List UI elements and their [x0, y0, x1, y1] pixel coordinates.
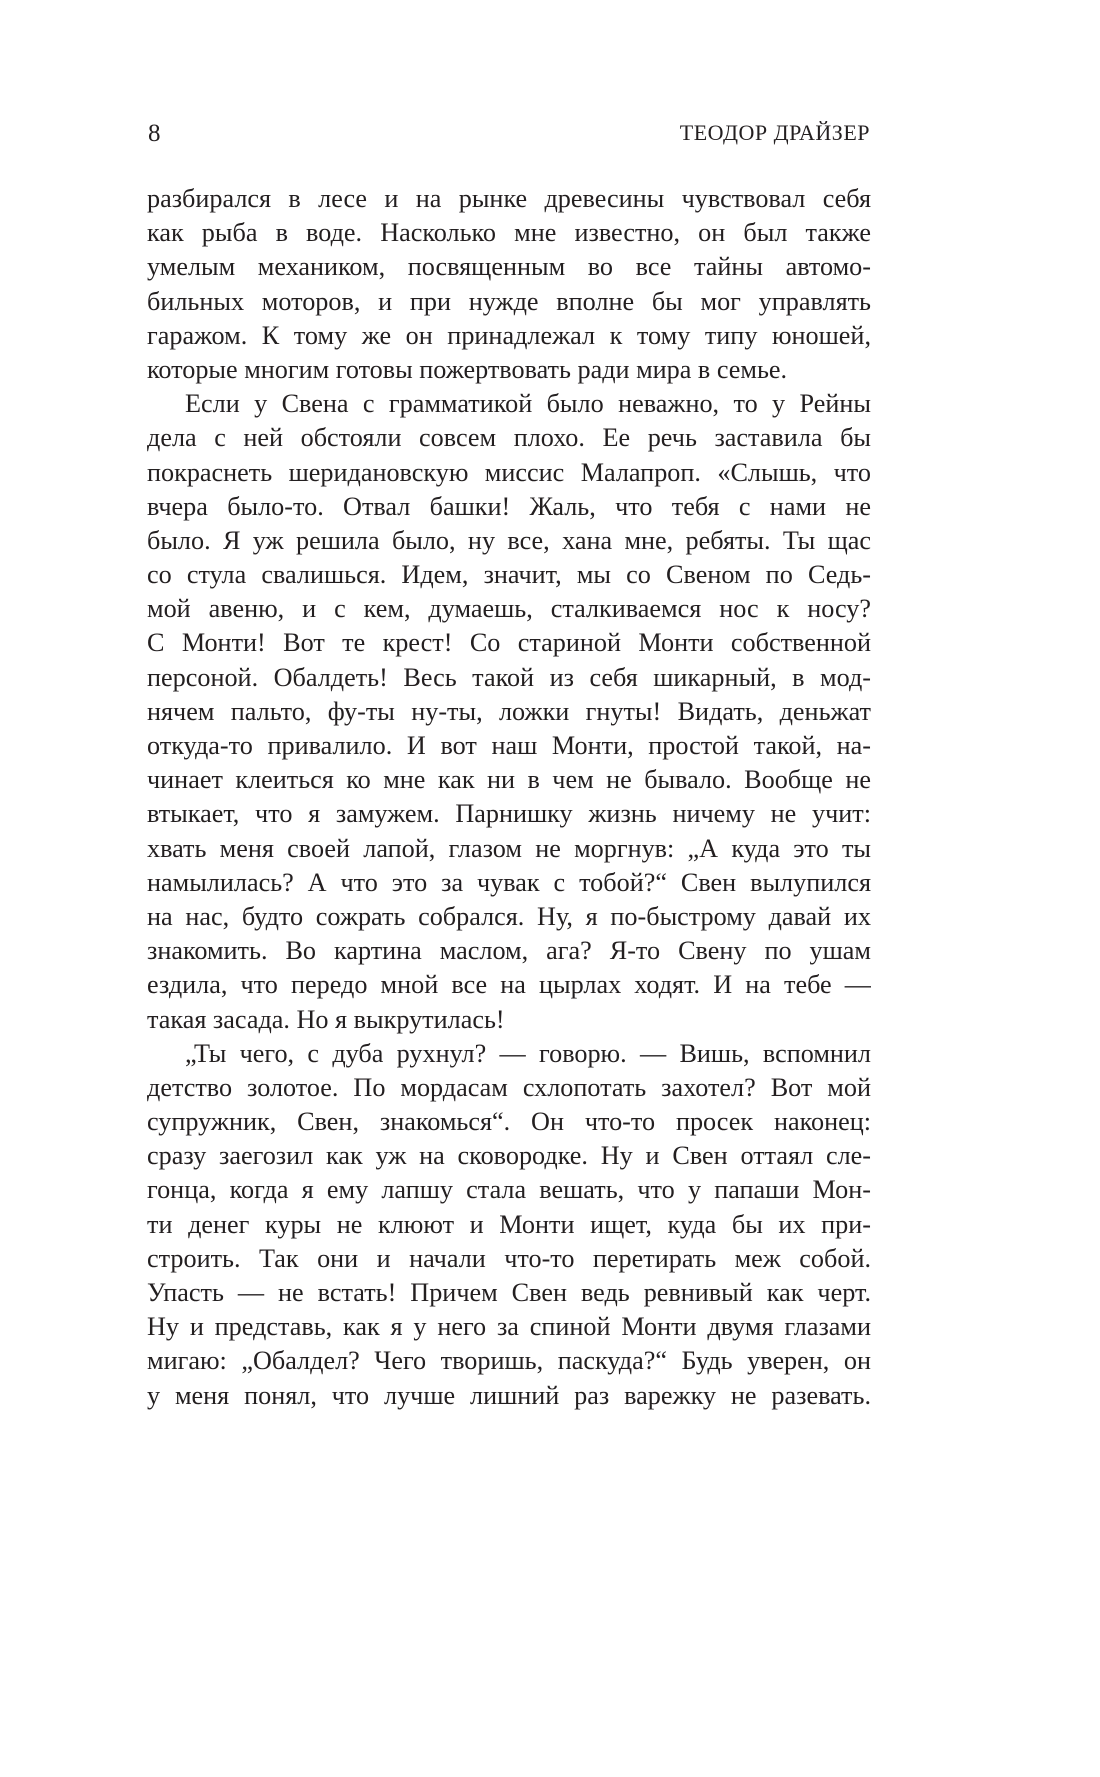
text-line: вчера было-то. Отвал башки! Жаль, что тебя с нами не: [147, 491, 871, 521]
text-line: втыкает, что я замужем. Парнишку жизнь ничему не учит:: [147, 799, 871, 829]
text-line: которые многим готовы пожертвовать ради мира в семье.: [147, 354, 788, 384]
text-line: намылилась? А что это за чувак с тобой?“ Свен вылупился: [147, 867, 871, 897]
text-line: умелым механиком, посвященным во все тайны автомо-: [147, 252, 871, 282]
text-line: ти денег куры не клюют и Монти ищет, куда бы их при-: [147, 1209, 871, 1239]
text-line: откуда-то привалило. И вот наш Монти, простой такой, на-: [147, 731, 871, 760]
text-line: хвать меня своей лапой, глазом не моргнув: „А куда это ты: [147, 833, 871, 863]
text-line: „Ты чего, с дуба рухнул? — говорю. — Вишь, вспомнил: [185, 1038, 871, 1068]
text-line: чинает клеиться ко мне как ни в чем не бывало. Вообще не: [147, 765, 871, 795]
text-line: детство золотое. По мордасам схлопотать захотел? Вот мой: [147, 1072, 871, 1102]
text-line: мигаю: „Обалдел? Чего творишь, паскуда?“ Будь уверен, он: [147, 1346, 871, 1376]
text-line: ездила, что передо мной все на цырлах ходят. И на тебе —: [147, 970, 871, 1000]
text-line: как рыба в воде. Насколько мне известно, он был также: [147, 218, 871, 248]
text-line: со стула свалишься. Идем, значит, мы со Свеном по Седь-: [147, 560, 871, 590]
text-line: разбирался в лесе и на рынке древесины чувствовал себя: [147, 184, 871, 213]
text-line: супружник, Свен, знакомься“. Он что-то просек наконец:: [147, 1107, 871, 1137]
text-line: нячем пальто, фу-ты ну-ты, ложки гнуты! Видать, деньжат: [147, 696, 871, 726]
text-line: такая засада. Но я выкрутилась!: [147, 1004, 505, 1034]
text-line: строить. Так они и начали что-то перетирать меж собой.: [147, 1243, 871, 1273]
text-line: на нас, будто сожрать собрался. Ну, я по-быстрому давай их: [147, 901, 871, 931]
running-header: [148, 120, 870, 150]
text-line: было. Я уж решила было, ну все, хана мне, ребяты. Ты щас: [147, 525, 871, 555]
text-line: Ну и представь, как я у него за спиной Монти двумя глазами: [147, 1312, 871, 1342]
page-number: 8: [148, 120, 161, 147]
text-line: покраснеть шеридановскую миссис Малапроп. «Слышь, что: [147, 457, 871, 487]
running-title: ТЕОДОР ДРАЙЗЕР: [679, 120, 870, 145]
text-line: сразу заегозил как уж на сковородке. Ну и Свен оттаял сле-: [147, 1141, 871, 1171]
text-line: мой авеню, и с кем, думаешь, сталкиваемся нос к носу?: [147, 594, 871, 624]
page-body-text: [147, 182, 871, 1413]
text-line: С Монти! Вот те крест! Со стариной Монти собственной: [147, 628, 871, 658]
text-line: гонца, когда я ему лапшу стала вешать, что у папаши Мон-: [147, 1175, 871, 1205]
text-line: дела с ней обстояли совсем плохо. Ее речь заставила бы: [147, 423, 871, 453]
text-line: бильных моторов, и при нужде вполне бы мог управлять: [147, 286, 871, 316]
text-line: персоной. Обалдеть! Весь такой из себя шикарный, в мод-: [147, 662, 871, 692]
text-line: знакомить. Во картина маслом, ага? Я-то Свену по ушам: [147, 936, 871, 966]
text-line: Упасть — не встать! Причем Свен ведь ревнивый как черт.: [147, 1278, 871, 1307]
text-line: у меня понял, что лучше лишний раз варежку не разевать.: [147, 1380, 871, 1410]
text-line: Если у Свена с грамматикой было неважно, то у Рейны: [185, 389, 871, 419]
text-line: гаражом. К тому же он принадлежал к тому типу юношей,: [147, 320, 871, 350]
